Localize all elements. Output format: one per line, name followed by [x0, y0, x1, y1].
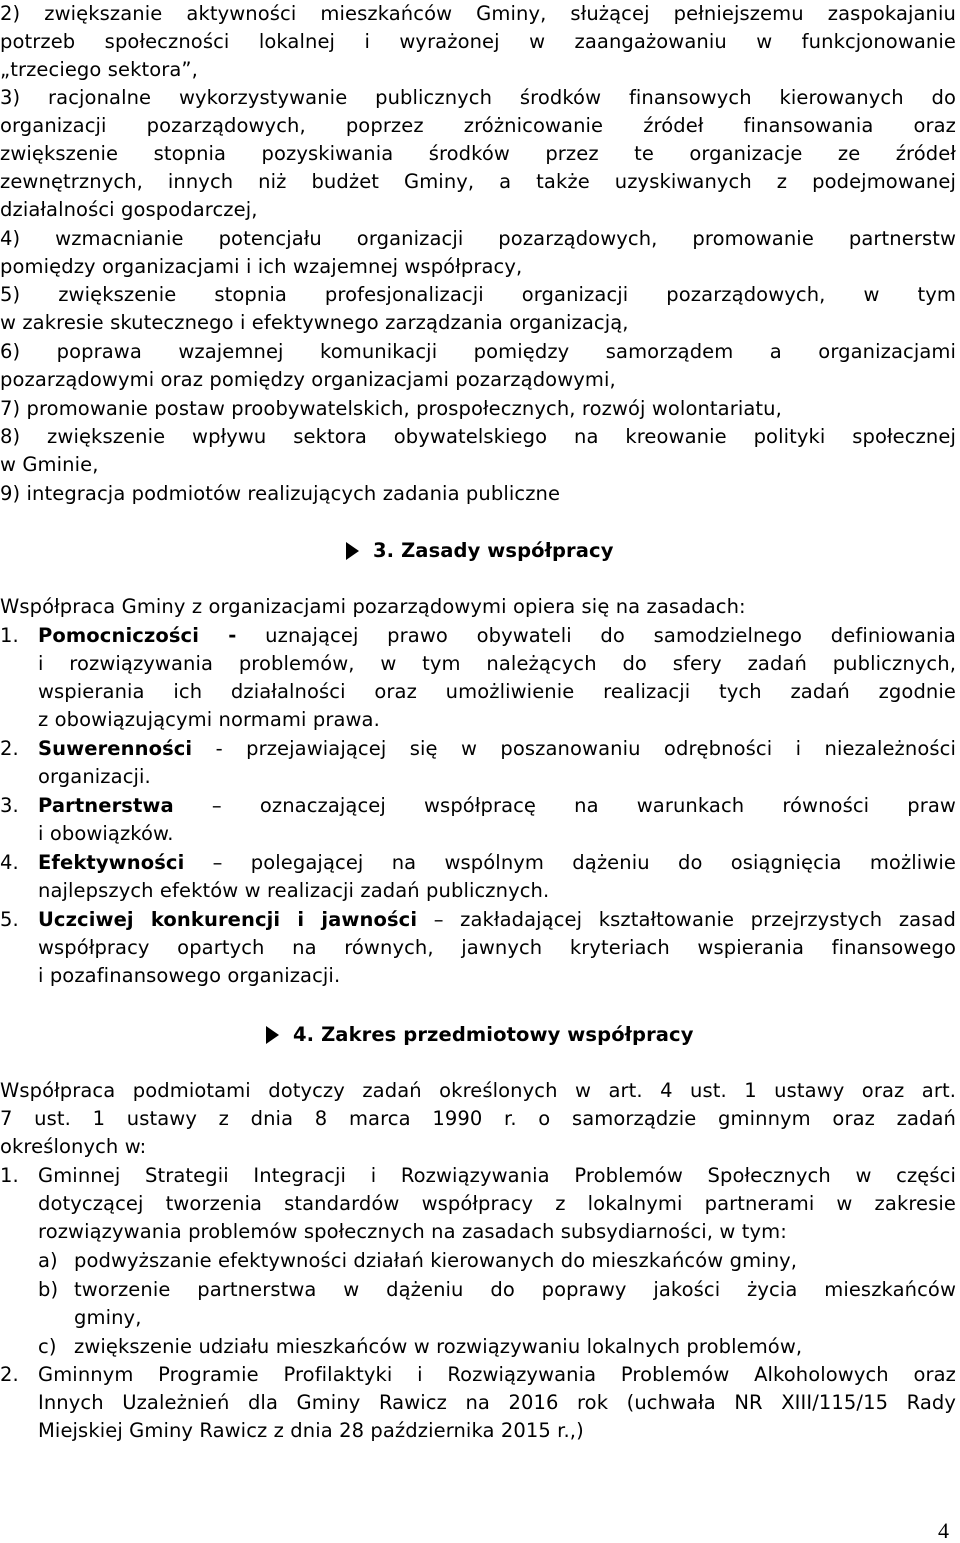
sub-item-b-label: b) [38, 1278, 59, 1301]
principle-3-term: Partnerstwa [38, 794, 174, 817]
goal-4-line-2: pomiędzy organizacjami i ich wzajemnej współpracy, [0, 255, 523, 278]
goal-3-line-2: organizacji pozarządowych, poprzez zróżnicowanie źródeł finansowania oraz [0, 114, 956, 137]
sub-item-c-text: zwiększenie udziału mieszkańców w rozwiązywaniu lokalnych problemów, [74, 1335, 803, 1358]
principle-4-line-2: najlepszych efektów w realizacji zadań publicznych. [38, 879, 550, 902]
principle-2-term: Suwerenności [38, 737, 193, 760]
goal-3-line-3: zwiększenie stopnia pozyskiwania środków przez te organizacje ze źródeł [0, 142, 956, 165]
principle-1-line-3: wspierania ich działalności oraz umożliwienie realizacji tych zadań zgodnie [38, 680, 956, 703]
principle-5-text: – zakładającej kształtowanie przejrzystych zasad [433, 908, 956, 931]
section-3-intro: Współpraca Gminy z organizacjami pozarządowymi opiera się na zasadach: [0, 595, 746, 618]
goal-4-line-1: 4) wzmacnianie potencjału organizacji pozarządowych, promowanie partnerstw [0, 227, 956, 250]
goal-3-line-5: działalności gospodarczej, [0, 198, 258, 221]
sub-item-b-line-1: tworzenie partnerstwa w dążeniu do poprawy jakości życia mieszkańców [74, 1278, 956, 1301]
principle-1-line-1 [38, 622, 956, 650]
goal-2-line-2: potrzeb społeczności lokalnej i wyrażonej w zaangażowaniu w funkcjonowanie [0, 30, 956, 53]
scope-item-2-line-1: Gminnym Programie Profilaktyki i Rozwiązywania Problemów Alkoholowych oraz [38, 1363, 956, 1386]
scope-item-2-line-3: Miejskiej Gminy Rawicz z dnia 28 października 2015 r.,) [38, 1419, 584, 1442]
principle-4-text: – polegającej na wspólnym dążeniu do osiągnięcia możliwie [212, 851, 956, 874]
scope-item-1-line-1: Gminnej Strategii Integracji i Rozwiązywania Problemów Społecznych w części [38, 1164, 956, 1187]
goal-5-line-1: 5) zwiększenie stopnia profesjonalizacji organizacji pozarządowych, w tym [0, 283, 956, 306]
scope-item-1-line-3: rozwiązywania problemów społecznych na zasadach subsydiarności, w tym: [38, 1220, 787, 1243]
section-4-heading [266, 1020, 694, 1050]
arrow-bullet-icon [266, 1026, 279, 1044]
sub-item-c-label: c) [38, 1335, 57, 1358]
scope-item-1-line-2: dotyczącej tworzenia standardów współpracy z lokalnymi partnerami w zakresie [38, 1192, 956, 1215]
sub-item-a-text: podwyższanie efektywności działań kierowanych do mieszkańców gminy, [74, 1249, 798, 1272]
principle-5-line-2: współpracy opartych na równych, jawnych kryteriach wspierania finansowego [38, 936, 956, 959]
principle-2-text: - przejawiającej się w poszanowaniu odrębności i niezależności [215, 737, 956, 760]
principle-3-number: 3. [0, 794, 19, 817]
principle-1-term: Pomocniczości - [38, 624, 237, 647]
principle-2-number: 2. [0, 737, 19, 760]
principle-1-line-4: z obowiązującymi normami prawa. [38, 708, 380, 731]
page-number: 4 [938, 1518, 950, 1543]
principle-3-line-1 [38, 792, 956, 820]
principle-5-term: Uczciwej konkurencji i jawności [38, 908, 418, 931]
section-4-intro-line-1: Współpraca podmiotami dotyczy zadań określonych w art. 4 ust. 1 ustawy oraz art. [0, 1079, 956, 1102]
goal-6-line-2: pozarządowymi oraz pomiędzy organizacjami pozarządowymi, [0, 368, 616, 391]
arrow-bullet-icon [346, 542, 359, 560]
principle-4-number: 4. [0, 851, 19, 874]
sub-item-a-label: a) [38, 1249, 58, 1272]
section-3-heading-text: 3. Zasady współpracy [373, 539, 614, 562]
goal-8-line-1: 8) zwiększenie wpływu sektora obywatelskiego na kreowanie polityki społecznej [0, 425, 956, 448]
principle-1-number: 1. [0, 624, 19, 647]
goal-7-line-1: 7) promowanie postaw proobywatelskich, prospołecznych, rozwój wolontariatu, [0, 397, 782, 420]
section-4-intro-line-2: 7 ust. 1 ustawy z dnia 8 marca 1990 r. o samorządzie gminnym oraz zadań [0, 1107, 956, 1130]
scope-item-2-number: 2. [0, 1363, 19, 1386]
principle-4-term: Efektywności [38, 851, 185, 874]
scope-item-2-line-2: Innych Uzależnień dla Gminy Rawicz na 2016 rok (uchwała NR XIII/115/15 Rady [38, 1391, 956, 1414]
principle-4-line-1 [38, 849, 956, 877]
goal-2-line-1: 2) zwiększanie aktywności mieszkańców Gminy, służącej pełniejszemu zaspokajaniu [0, 2, 956, 25]
goal-9-line-1: 9) integracja podmiotów realizujących zadania publiczne [0, 482, 561, 505]
principle-5-line-3: i pozafinansowego organizacji. [38, 964, 341, 987]
goal-3-line-1: 3) racjonalne wykorzystywanie publicznych środków finansowych kierowanych do [0, 86, 956, 109]
principle-1-text: uznającej prawo obywateli do samodzielnego definiowania [265, 624, 956, 647]
principle-2-line-1 [38, 735, 956, 763]
goal-5-line-2: w zakresie skutecznego i efektywnego zarządzania organizacją, [0, 311, 629, 334]
section-3-heading [346, 536, 614, 566]
section-4-heading-text: 4. Zakres przedmiotowy współpracy [293, 1023, 694, 1046]
principle-1-line-2: i rozwiązywania problemów, w tym należących do sfery zadań publicznych, [38, 652, 956, 675]
principle-2-line-2: organizacji. [38, 765, 151, 788]
scope-item-1-number: 1. [0, 1164, 19, 1187]
principle-3-line-2: i obowiązków. [38, 822, 174, 845]
principle-5-number: 5. [0, 908, 19, 931]
sub-item-b-line-2: gminy, [74, 1306, 142, 1329]
principle-5-line-1 [38, 906, 956, 934]
goal-6-line-1: 6) poprawa wzajemnej komunikacji pomiędzy samorządem a organizacjami [0, 340, 956, 363]
section-4-intro-line-3: określonych w: [0, 1135, 147, 1158]
goal-2-line-3: „trzeciego sektora”, [0, 58, 198, 81]
principle-3-text: – oznaczającej współpracę na warunkach równości praw [211, 794, 956, 817]
goal-8-line-2: w Gminie, [0, 453, 99, 476]
goal-3-line-4: zewnętrznych, innych niż budżet Gminy, a także uzyskiwanych z podejmowanej [0, 170, 956, 193]
